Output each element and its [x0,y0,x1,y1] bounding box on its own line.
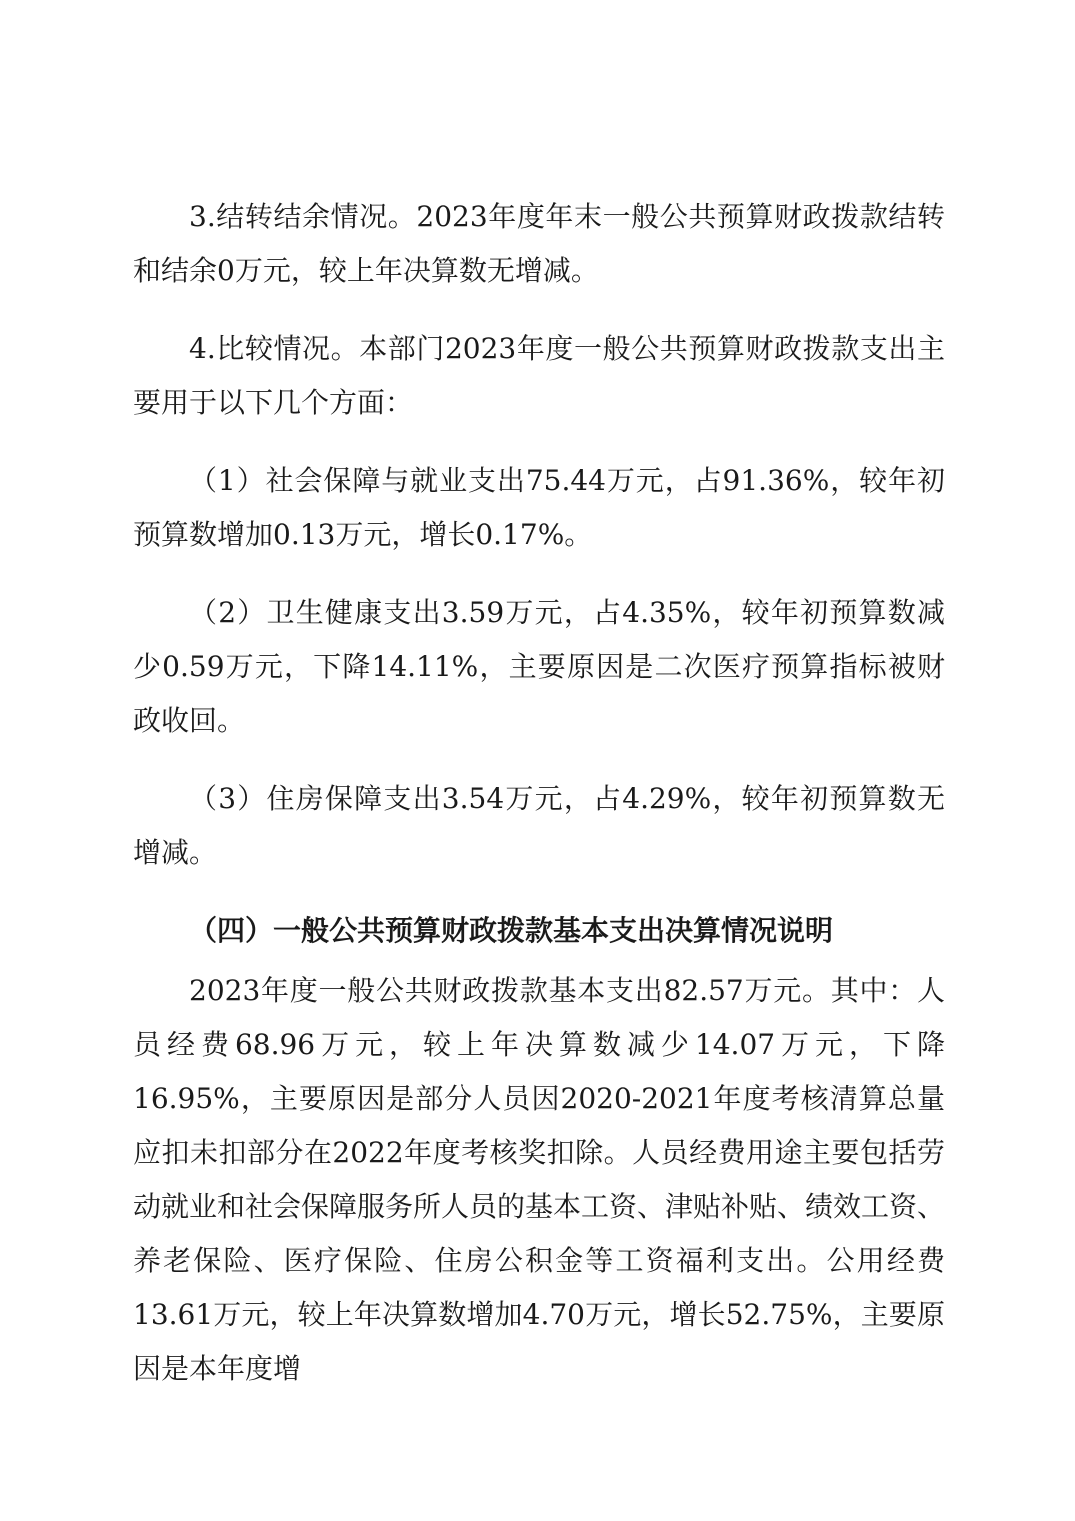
paragraph-social-security: （1）社会保障与就业支出75.44万元，占91.36%，较年初预算数增加0.13万元，增长0.17%。 [133,464,945,551]
section-heading: （四）一般公共预算财政拨款基本支出决算情况说明 [189,914,834,947]
paragraph-housing: （3）住房保障支出3.54万元，占4.29%，较年初预算数无增减。 [133,782,945,869]
document-body [133,190,945,1396]
paragraph-health: （2）卫生健康支出3.59万元，占4.35%，较年初预算数减少0.59万元，下降14.11%，主要原因是二次医疗预算指标被财政收回。 [133,596,945,737]
paragraph-comparison: 4.比较情况。本部门2023年度一般公共预算财政拨款支出主要用于以下几个方面： [133,332,945,419]
paragraph-carryover-balance: 3.结转结余情况。2023年度年末一般公共预算财政拨款结转和结余0万元，较上年决算数无增减。 [133,200,945,287]
paragraph-basic-expenditure: 2023年度一般公共财政拨款基本支出82.57万元。其中：人员经费68.96万元，较上年决算数减少14.07万元，下降16.95%，主要原因是部分人员因2020-2021年度考核清算总量应扣未扣部分在2022年度考核奖扣除。人员经费用途主要包括劳动就业和社会保障服务所人员的基本工资、津贴补贴、绩效工资、养老保险、医疗保险、住房公积金等工资福利支出。公用经费13.61万元，较上年决算数增加4.70万元，增长52.75%，主要原因是本年度增 [133,974,946,1385]
